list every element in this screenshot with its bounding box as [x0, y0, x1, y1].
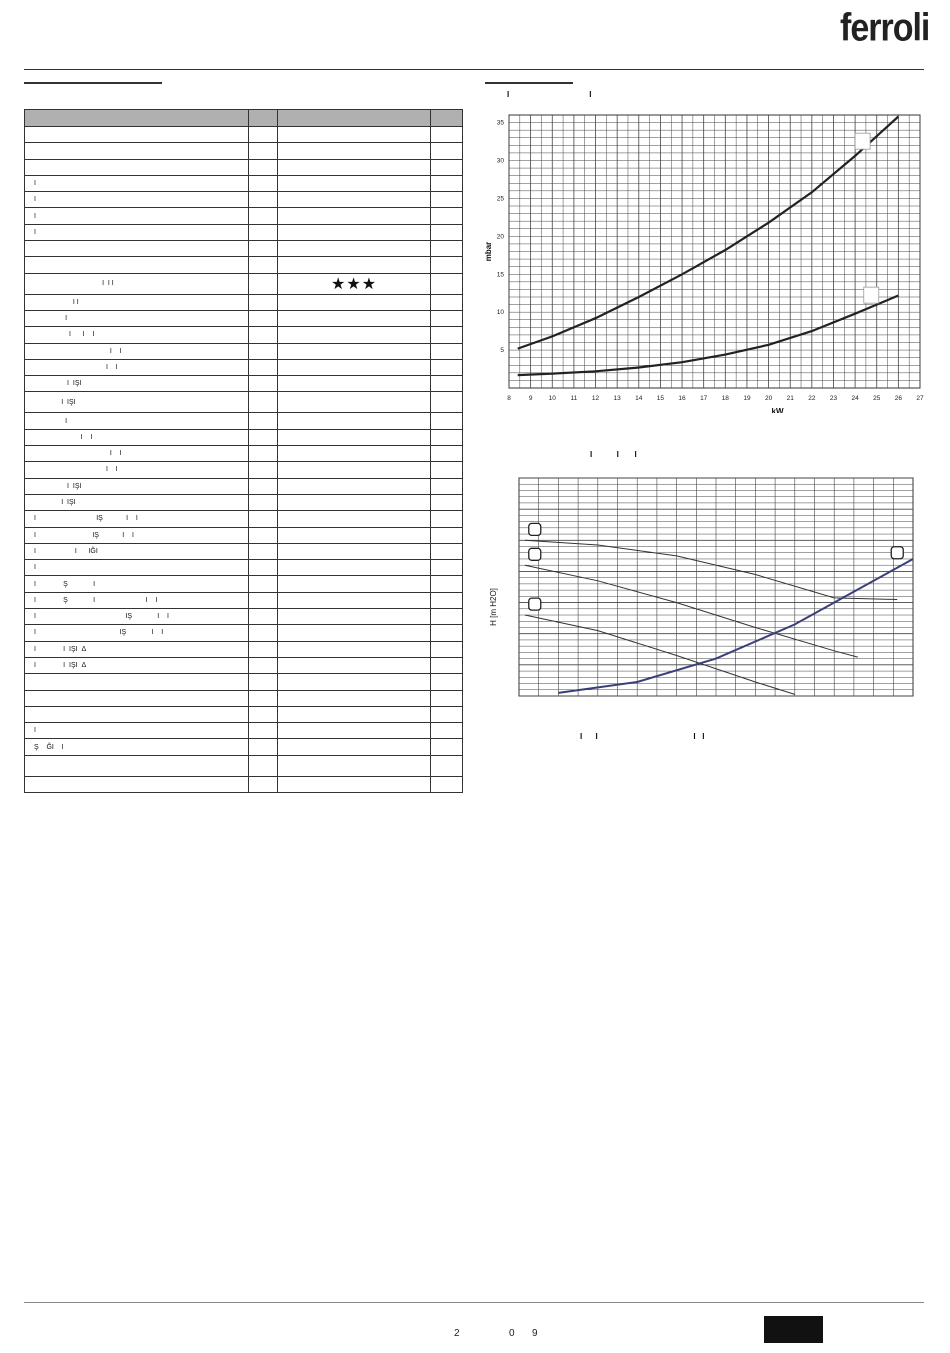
table-cell-c1: I IŞ I I: [25, 511, 249, 527]
table-cell-c4: [431, 755, 463, 776]
table-cell-c3: [277, 310, 430, 326]
table-cell-c1: I: [25, 723, 249, 739]
table-header-cell: [25, 110, 249, 127]
table-cell-c4: [431, 127, 463, 143]
table-cell-c3: [277, 527, 430, 543]
table-row: [25, 429, 463, 445]
table-cell-c4: [431, 208, 463, 224]
table-cell-c3: [277, 224, 430, 240]
x-tick-label: 20: [764, 395, 773, 402]
table-cell-c2: [249, 392, 278, 413]
table-cell-c2: [249, 257, 278, 273]
table-cell-c3: [277, 657, 430, 673]
table-cell-c2: [249, 413, 278, 429]
table-cell-c2: [249, 224, 278, 240]
table-row: [25, 478, 463, 494]
table-row: [25, 224, 463, 240]
table-cell-c2: [249, 429, 278, 445]
table-cell-c2: [249, 723, 278, 739]
table-cell-c4: [431, 609, 463, 625]
table-header-row: [25, 110, 463, 127]
table-row: [25, 625, 463, 641]
x-tick-label: 8: [507, 395, 511, 402]
table-cell-c1: [25, 241, 249, 257]
table-cell-c2: [249, 657, 278, 673]
table-cell-c1: I Ş I: [25, 576, 249, 592]
table-cell-c4: [431, 143, 463, 159]
table-row: [25, 511, 463, 527]
table-cell-c1: I IŞ I I: [25, 527, 249, 543]
table-cell-c3: [277, 592, 430, 608]
table-cell-c1: I I IŞI Δ: [25, 641, 249, 657]
x-tick-label: 9: [528, 395, 533, 402]
table-row: [25, 776, 463, 792]
table-cell-c3: [277, 462, 430, 478]
table-cell-c2: [249, 294, 278, 310]
table-cell-c1: I IŞ I I: [25, 625, 249, 641]
table-cell-c4: [431, 641, 463, 657]
table-cell-c2: [249, 327, 278, 343]
table-cell-c1: I IŞ I I: [25, 609, 249, 625]
table-cell-c2: [249, 776, 278, 792]
x-tick-label: 11: [570, 395, 578, 402]
table-cell-c4: [431, 343, 463, 359]
curve-marker-box-3: [529, 598, 541, 610]
table-cell-c4: [431, 739, 463, 755]
table-row: [25, 690, 463, 706]
table-cell-c1: [25, 776, 249, 792]
table-cell-c1: Ş ĞI I: [25, 739, 249, 755]
table-row: [25, 560, 463, 576]
table-row: [25, 592, 463, 608]
table-row: [25, 208, 463, 224]
table-cell-c3: [277, 609, 430, 625]
table-cell-c1: [25, 127, 249, 143]
table-cell-c3: [277, 739, 430, 755]
table-cell-c4: [431, 159, 463, 175]
table-row: [25, 273, 463, 294]
table-cell-c3: [277, 159, 430, 175]
table-cell-c3: [277, 625, 430, 641]
table-cell-c1: I I: [25, 446, 249, 462]
table-cell-c4: [431, 625, 463, 641]
table-cell-c1: I: [25, 208, 249, 224]
x-tick-label: 24: [851, 395, 859, 402]
table-cell-c4: [431, 494, 463, 510]
language-tab: [764, 1316, 823, 1343]
table-cell-c4: [431, 310, 463, 326]
table-cell-c2: [249, 446, 278, 462]
table-cell-c1: I I: [25, 294, 249, 310]
table-row: [25, 755, 463, 776]
ferroli-logo: ferroli: [840, 6, 930, 50]
table-cell-c3: [277, 543, 430, 559]
table-cell-c4: [431, 706, 463, 722]
graph1-title: I I: [507, 90, 592, 99]
footer-divider: [24, 1302, 924, 1303]
table-cell-c1: [25, 690, 249, 706]
table-cell-c4: [431, 478, 463, 494]
curve-marker-box-2: [529, 548, 541, 560]
x-tick-label: 16: [678, 395, 686, 402]
table-cell-c2: [249, 609, 278, 625]
table-cell-c4: [431, 690, 463, 706]
table-cell-c1: I I I: [25, 273, 249, 294]
table-cell-c1: I: [25, 175, 249, 191]
table-cell-c3: [277, 560, 430, 576]
x-tick-label: 22: [808, 395, 816, 402]
table-cell-c4: [431, 723, 463, 739]
table-row: [25, 657, 463, 673]
page-number-part-1: 2: [454, 1328, 460, 1339]
table-cell-c1: [25, 257, 249, 273]
table-cell-c4: [431, 241, 463, 257]
table-cell-c4: [431, 657, 463, 673]
table-cell-c2: [249, 310, 278, 326]
x-tick-label: 23: [829, 395, 838, 402]
table-cell-c2: [249, 208, 278, 224]
page-number-part-3: 9: [532, 1328, 538, 1339]
table-cell-c3: [277, 446, 430, 462]
x-axis-label: kW: [771, 407, 784, 413]
table-cell-c4: [431, 327, 463, 343]
table-cell-c1: [25, 674, 249, 690]
table-cell-c2: [249, 592, 278, 608]
table-cell-c2: [249, 343, 278, 359]
table-cell-c3: [277, 327, 430, 343]
table-cell-c4: [431, 192, 463, 208]
table-cell-c1: I IŞI: [25, 478, 249, 494]
table-cell-c1: I I: [25, 359, 249, 375]
table-cell-c4: [431, 527, 463, 543]
table-cell-c3: [277, 723, 430, 739]
table-cell-c2: [249, 576, 278, 592]
x-tick-label: 10: [548, 395, 556, 402]
curve-marker-box-1: [529, 523, 541, 535]
header-divider: [24, 69, 924, 70]
table-cell-c2: [249, 127, 278, 143]
table-row: [25, 527, 463, 543]
table-cell-c1: I I I: [25, 327, 249, 343]
table-cell-c4: [431, 376, 463, 392]
table-row: [25, 413, 463, 429]
table-cell-c2: [249, 494, 278, 510]
table-cell-c4: [431, 592, 463, 608]
table-cell-c2: [249, 462, 278, 478]
table-cell-c1: I I: [25, 462, 249, 478]
table-cell-c1: I I IĞI: [25, 543, 249, 559]
table-cell-c4: [431, 560, 463, 576]
table-cell-c2: [249, 641, 278, 657]
table-cell-c1: I IŞI: [25, 376, 249, 392]
table-cell-c1: [25, 706, 249, 722]
table-cell-c3: [277, 494, 430, 510]
x-tick-label: 21: [786, 395, 794, 402]
table-cell-c2: [249, 560, 278, 576]
table-row: [25, 257, 463, 273]
gas-pressure-chart: [478, 108, 928, 413]
table-row: [25, 641, 463, 657]
curve-marker-box-4: [891, 547, 903, 559]
table-cell-c3: [277, 576, 430, 592]
table-row: [25, 723, 463, 739]
y-tick-label: 30: [496, 157, 504, 165]
table-cell-c2: [249, 625, 278, 641]
table-cell-c1: [25, 143, 249, 159]
table-cell-c4: [431, 511, 463, 527]
curve-marker-box-2: [864, 287, 879, 303]
table-row: [25, 143, 463, 159]
table-cell-c4: [431, 175, 463, 191]
table-cell-c1: I: [25, 310, 249, 326]
y-tick-label: 5: [500, 347, 504, 355]
x-tick-label: 18: [721, 395, 729, 402]
table-cell-c2: [249, 143, 278, 159]
table-cell-c4: [431, 359, 463, 375]
table-row: [25, 310, 463, 326]
pump-head-chart: [482, 472, 922, 704]
table-row: [25, 159, 463, 175]
table-row: [25, 192, 463, 208]
table-cell-c2: [249, 273, 278, 294]
table-cell-c2: [249, 192, 278, 208]
table-row: [25, 392, 463, 413]
table-cell-c3: [277, 776, 430, 792]
x-tick-label: 13: [613, 395, 621, 402]
table-cell-c4: [431, 224, 463, 240]
table-cell-c1: I IŞI: [25, 494, 249, 510]
table-cell-c4: [431, 273, 463, 294]
table-row: [25, 446, 463, 462]
table-cell-c3: [277, 429, 430, 445]
table-row: [25, 343, 463, 359]
table-header-cell: [249, 110, 278, 127]
table-row: [25, 175, 463, 191]
table-cell-c1: [25, 159, 249, 175]
table-header-cell: [277, 110, 430, 127]
table-cell-c2: [249, 674, 278, 690]
curve-marker-box-1: [855, 133, 870, 149]
table-cell-c1: I IŞI: [25, 392, 249, 413]
x-tick-label: 26: [894, 395, 902, 402]
y-tick-label: 35: [496, 119, 504, 127]
table-row: [25, 543, 463, 559]
table-cell-c2: [249, 739, 278, 755]
graph2-title: I I I: [590, 450, 637, 459]
table-cell-c1: I I: [25, 429, 249, 445]
table-cell-c1: [25, 755, 249, 776]
y-axis-label: H [m H2O]: [489, 588, 498, 626]
table-row: [25, 706, 463, 722]
table-cell-c3: [277, 294, 430, 310]
table-cell-c3: [277, 511, 430, 527]
table-cell-c2: [249, 241, 278, 257]
table-cell-c1: I I: [25, 343, 249, 359]
table-cell-c3: [277, 359, 430, 375]
table-cell-c3: [277, 706, 430, 722]
table-cell-c4: [431, 413, 463, 429]
x-tick-label: 14: [635, 395, 643, 402]
table-cell-c1: I: [25, 413, 249, 429]
table-cell-c4: [431, 257, 463, 273]
y-tick-label: 20: [496, 233, 504, 241]
table-cell-c3: [277, 376, 430, 392]
table-cell-c1: I: [25, 192, 249, 208]
table-cell-c2: [249, 527, 278, 543]
table-cell-c3: [277, 192, 430, 208]
table-cell-c2: [249, 376, 278, 392]
table-cell-c3: [277, 478, 430, 494]
table-cell-c4: [431, 294, 463, 310]
table-row: [25, 576, 463, 592]
table-cell-c1: I: [25, 224, 249, 240]
table-row: [25, 462, 463, 478]
table-cell-c4: [431, 543, 463, 559]
table-cell-c4: [431, 674, 463, 690]
table-cell-c4: [431, 462, 463, 478]
table-header-cell: [431, 110, 463, 127]
x-tick-label: 15: [656, 395, 665, 402]
table-cell-c3: [277, 175, 430, 191]
x-tick-label: 19: [743, 395, 751, 402]
table-row: [25, 609, 463, 625]
y-tick-label: 25: [496, 195, 504, 203]
table-cell-c2: [249, 755, 278, 776]
table-cell-c4: [431, 429, 463, 445]
table-cell-c2: [249, 159, 278, 175]
table-cell-c4: [431, 776, 463, 792]
y-tick-label: 10: [496, 309, 504, 317]
table-cell-c2: [249, 511, 278, 527]
table-cell-c3: [277, 674, 430, 690]
left-section-underline: [24, 82, 162, 84]
table-cell-c3: [277, 690, 430, 706]
table-cell-c1: I I IŞI Δ: [25, 657, 249, 673]
table-row: [25, 376, 463, 392]
table-cell-c2: [249, 175, 278, 191]
table-cell-c3: [277, 392, 430, 413]
y-axis-label: mbar: [484, 241, 493, 262]
x-tick-label: 12: [591, 395, 600, 402]
table-cell-c3: [277, 127, 430, 143]
table-cell-c3: ★★★: [277, 273, 430, 294]
table-row: [25, 294, 463, 310]
table-cell-c2: [249, 478, 278, 494]
table-cell-c4: [431, 392, 463, 413]
graph2-caption: I I I I: [580, 732, 705, 741]
table-cell-c3: [277, 641, 430, 657]
technical-data-table: [24, 109, 463, 793]
table-cell-c2: [249, 359, 278, 375]
table-row: [25, 327, 463, 343]
table-row: [25, 359, 463, 375]
table-cell-c2: [249, 690, 278, 706]
page-number-part-2: 0: [509, 1328, 515, 1339]
table-cell-c1: I Ş I I I: [25, 592, 249, 608]
table-row: [25, 674, 463, 690]
table-row: [25, 494, 463, 510]
table-row: [25, 739, 463, 755]
table-row: [25, 241, 463, 257]
x-tick-label: 27: [916, 395, 924, 402]
x-tick-label: 17: [700, 395, 708, 402]
table-cell-c1: I: [25, 560, 249, 576]
table-cell-c2: [249, 543, 278, 559]
table-cell-c3: [277, 343, 430, 359]
table-cell-c3: [277, 241, 430, 257]
table-cell-c2: [249, 706, 278, 722]
table-cell-c3: [277, 257, 430, 273]
table-cell-c4: [431, 446, 463, 462]
y-tick-label: 15: [496, 271, 504, 279]
table-cell-c3: [277, 208, 430, 224]
table-cell-c3: [277, 143, 430, 159]
table-cell-c4: [431, 576, 463, 592]
table-row: [25, 127, 463, 143]
table-cell-c3: [277, 413, 430, 429]
table-cell-c3: [277, 755, 430, 776]
right-section-underline: [485, 82, 573, 84]
x-tick-label: 25: [873, 395, 881, 402]
